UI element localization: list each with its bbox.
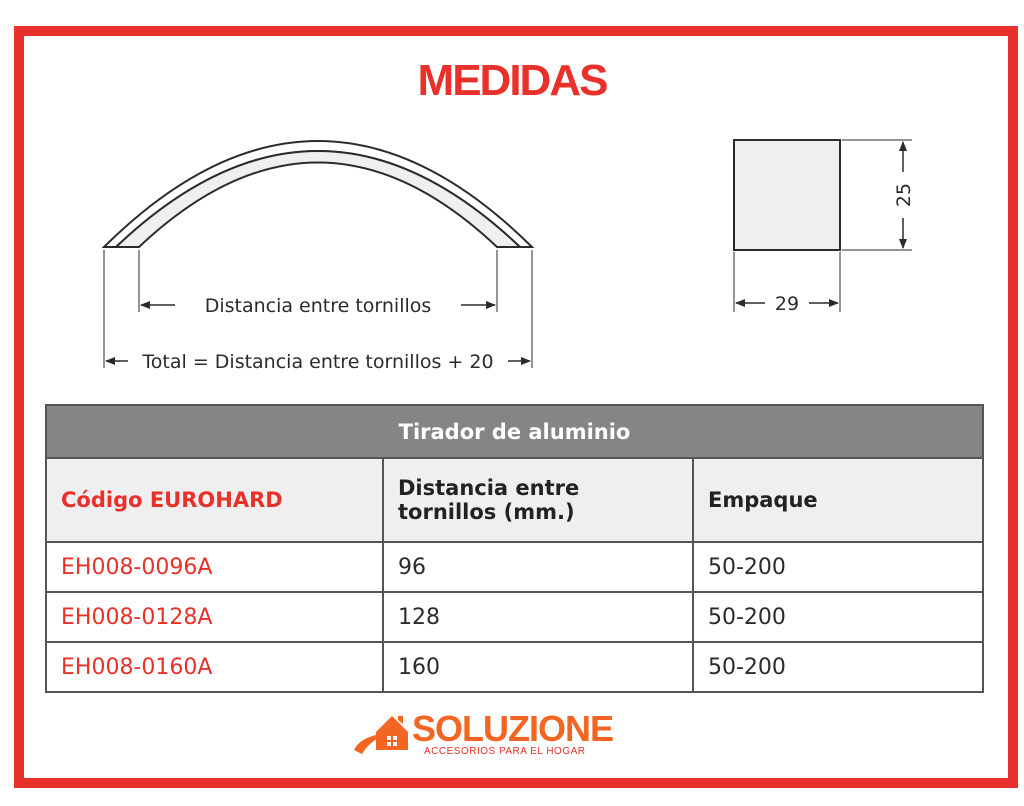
cell-package: 50-200	[693, 592, 983, 642]
cell-package: 50-200	[693, 642, 983, 692]
table-row	[46, 642, 983, 692]
table-row	[46, 542, 983, 592]
height-label: 25	[893, 182, 915, 208]
cell-distance: 160	[383, 642, 693, 692]
cell-code: EH008-0128A	[46, 592, 383, 642]
cell-code: EH008-0160A	[46, 642, 383, 692]
distance-label: Distancia entre tornillos	[204, 295, 432, 317]
table-header-row	[46, 458, 983, 542]
logo-name: SOLUZIONE	[412, 708, 614, 749]
arched-handle-shape	[104, 141, 532, 247]
page-title: MEDIDAS	[417, 56, 607, 105]
cell-package: 50-200	[693, 542, 983, 592]
table-caption: Tirador de aluminio	[46, 405, 983, 458]
specifications-table	[45, 404, 984, 693]
header-distance: Distancia entre tornillos (mm.)	[383, 458, 693, 542]
header-code: Código EUROHARD	[46, 458, 383, 542]
cell-distance: 128	[383, 592, 693, 642]
table-row	[46, 592, 983, 642]
cross-section-profile	[734, 140, 840, 250]
house-swoosh-icon	[350, 706, 420, 762]
logo-tagline: ACCESORIOS PARA EL HOGAR	[424, 746, 586, 757]
soluzione-logo	[350, 706, 650, 762]
header-package: Empaque	[693, 458, 983, 542]
total-label: Total = Distancia entre tornillos + 20	[142, 351, 494, 373]
width-label: 29	[774, 293, 800, 315]
cell-code: EH008-0096A	[46, 542, 383, 592]
cell-distance: 96	[383, 542, 693, 592]
